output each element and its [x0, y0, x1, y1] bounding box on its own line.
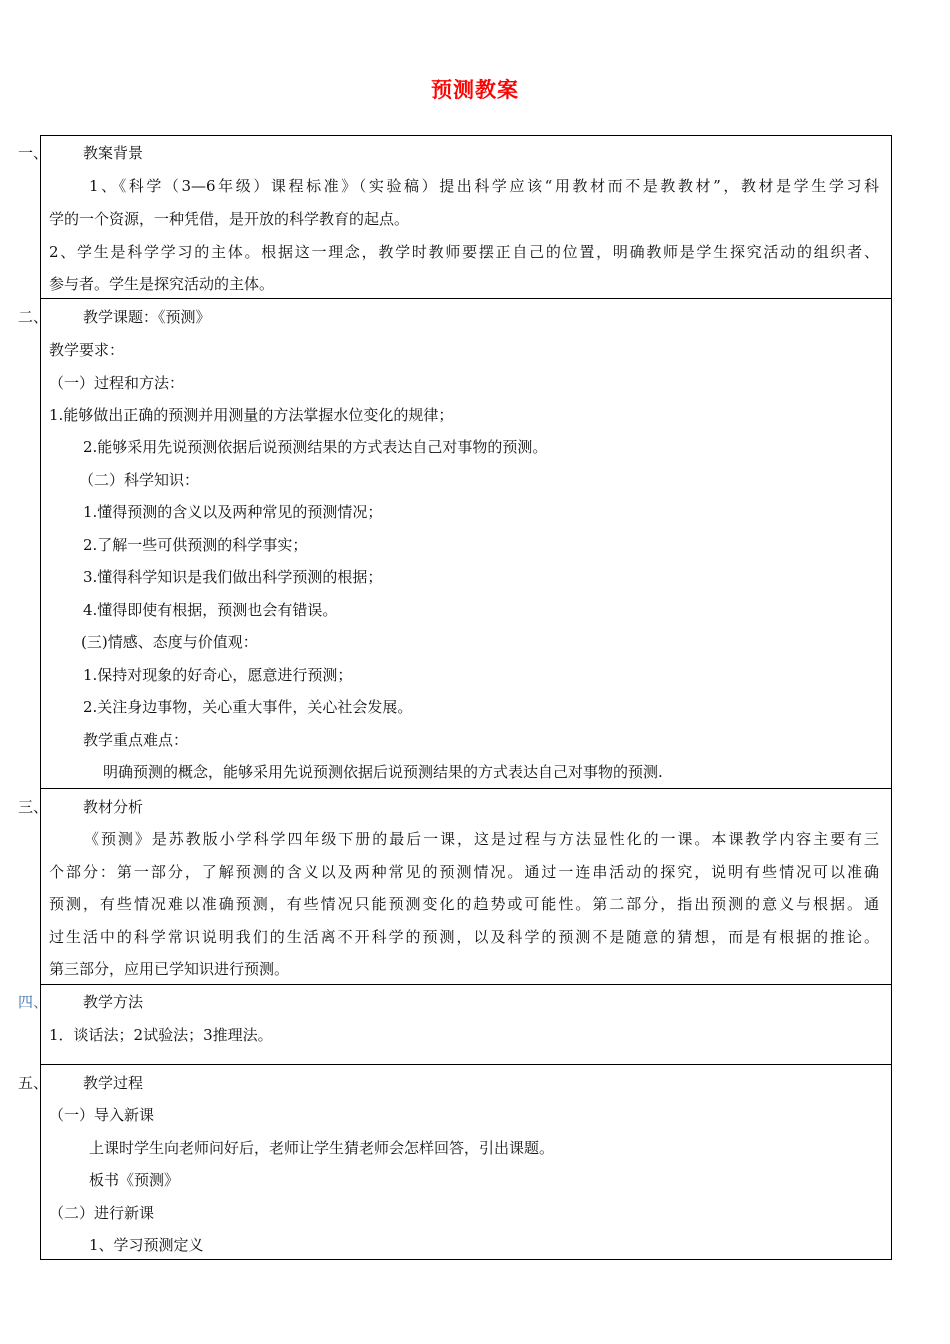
section-1-line: 参与者。学生是探究活动的主体。 — [49, 275, 275, 293]
section-4-line: 1．谈话法；2试验法；3推理法。 — [49, 1026, 273, 1044]
section-box-5 — [40, 1064, 892, 1260]
section-5-line: 上课时学生向老师问好后，老师让学生猜老师会怎样回答，引出课题。 — [89, 1139, 555, 1157]
section-2-line: (三)情感、态度与价值观： — [81, 633, 258, 651]
section-1-line: 2、学生是科学学习的主体。根据这一理念，教学时教师要摆正自己的位置，明确教师是学生探究活动的组织者、 — [49, 243, 879, 261]
section-5-line: 1、学习预测定义 — [89, 1236, 204, 1254]
section-2-line: 教学要求： — [49, 341, 125, 359]
section-2-line: 1.保持对现象的好奇心，愿意进行预测； — [83, 666, 353, 684]
section-number-2: 二、 — [18, 308, 49, 326]
section-1-line: 1、《科学（3—6年级）课程标准》（实验稿）提出科学应该“用教材而不是教教材”，教材是学生学习科 — [89, 177, 879, 195]
section-heading-2: 教学课题：《预测》 — [83, 308, 211, 326]
section-number-4: 四、 — [18, 993, 49, 1011]
section-2-line: 3.懂得科学知识是我们做出科学预测的根据； — [83, 568, 383, 586]
section-heading-5: 教学过程 — [83, 1074, 144, 1092]
section-3-line: 《预测》是苏教版小学科学四年级下册的最后一课，这是过程与方法显性化的一课。本课教学内容主要有三 — [84, 830, 879, 848]
page-title: 预测教案 — [431, 77, 519, 102]
section-2-line: 2.能够采用先说预测依据后说预测结果的方式表达自己对事物的预测。 — [83, 438, 548, 456]
section-2-line: 1.能够做出正确的预测并用测量的方法掌握水位变化的规律； — [49, 406, 454, 424]
section-2-line: 教学重点难点： — [83, 731, 189, 749]
section-2-line: 2.了解一些可供预测的科学事实； — [83, 536, 308, 554]
section-2-line: 4.懂得即使有根据，预测也会有错误。 — [83, 601, 338, 619]
section-2-line: 明确预测的概念，能够采用先说预测依据后说预测结果的方式表达自己对事物的预测. — [103, 763, 663, 781]
section-number-1: 一、 — [18, 144, 49, 162]
section-5-line: （一）导入新课 — [49, 1106, 155, 1124]
section-heading-1: 教案背景 — [83, 144, 144, 162]
section-3-line: 第三部分，应用已学知识进行预测。 — [49, 960, 290, 978]
section-2-line: 1.懂得预测的含义以及两种常见的预测情况； — [83, 503, 383, 521]
section-2-line: （二）科学知识： — [79, 471, 200, 489]
section-3-line: 过生活中的科学常识说明我们的生活离不开科学的预测，以及科学的预测不是随意的猜想，而是有根据的推论。 — [49, 928, 879, 946]
section-2-line: 2.关注身边事物，关心重大事件，关心社会发展。 — [83, 698, 413, 716]
section-2-line: （一）过程和方法： — [49, 374, 185, 392]
section-5-line: 板书《预测》 — [89, 1171, 180, 1189]
section-5-line: （二）进行新课 — [49, 1204, 155, 1222]
section-number-3: 三、 — [18, 798, 49, 816]
section-1-line: 学的一个资源，一种凭借，是开放的科学教育的起点。 — [49, 210, 410, 228]
section-heading-4: 教学方法 — [83, 993, 144, 1011]
section-3-line: 预测，有些情况难以准确预测，有些情况只能预测变化的趋势或可能性。第二部分，指出预测的意义与根据。通 — [49, 895, 879, 913]
section-3-line: 个部分：第一部分，了解预测的含义以及两种常见的预测情况。通过一连串活动的探究，说明有些情况可以准确 — [49, 863, 879, 881]
section-heading-3: 教材分析 — [83, 798, 144, 816]
section-number-5: 五、 — [18, 1074, 49, 1092]
section-box-3 — [40, 788, 892, 985]
